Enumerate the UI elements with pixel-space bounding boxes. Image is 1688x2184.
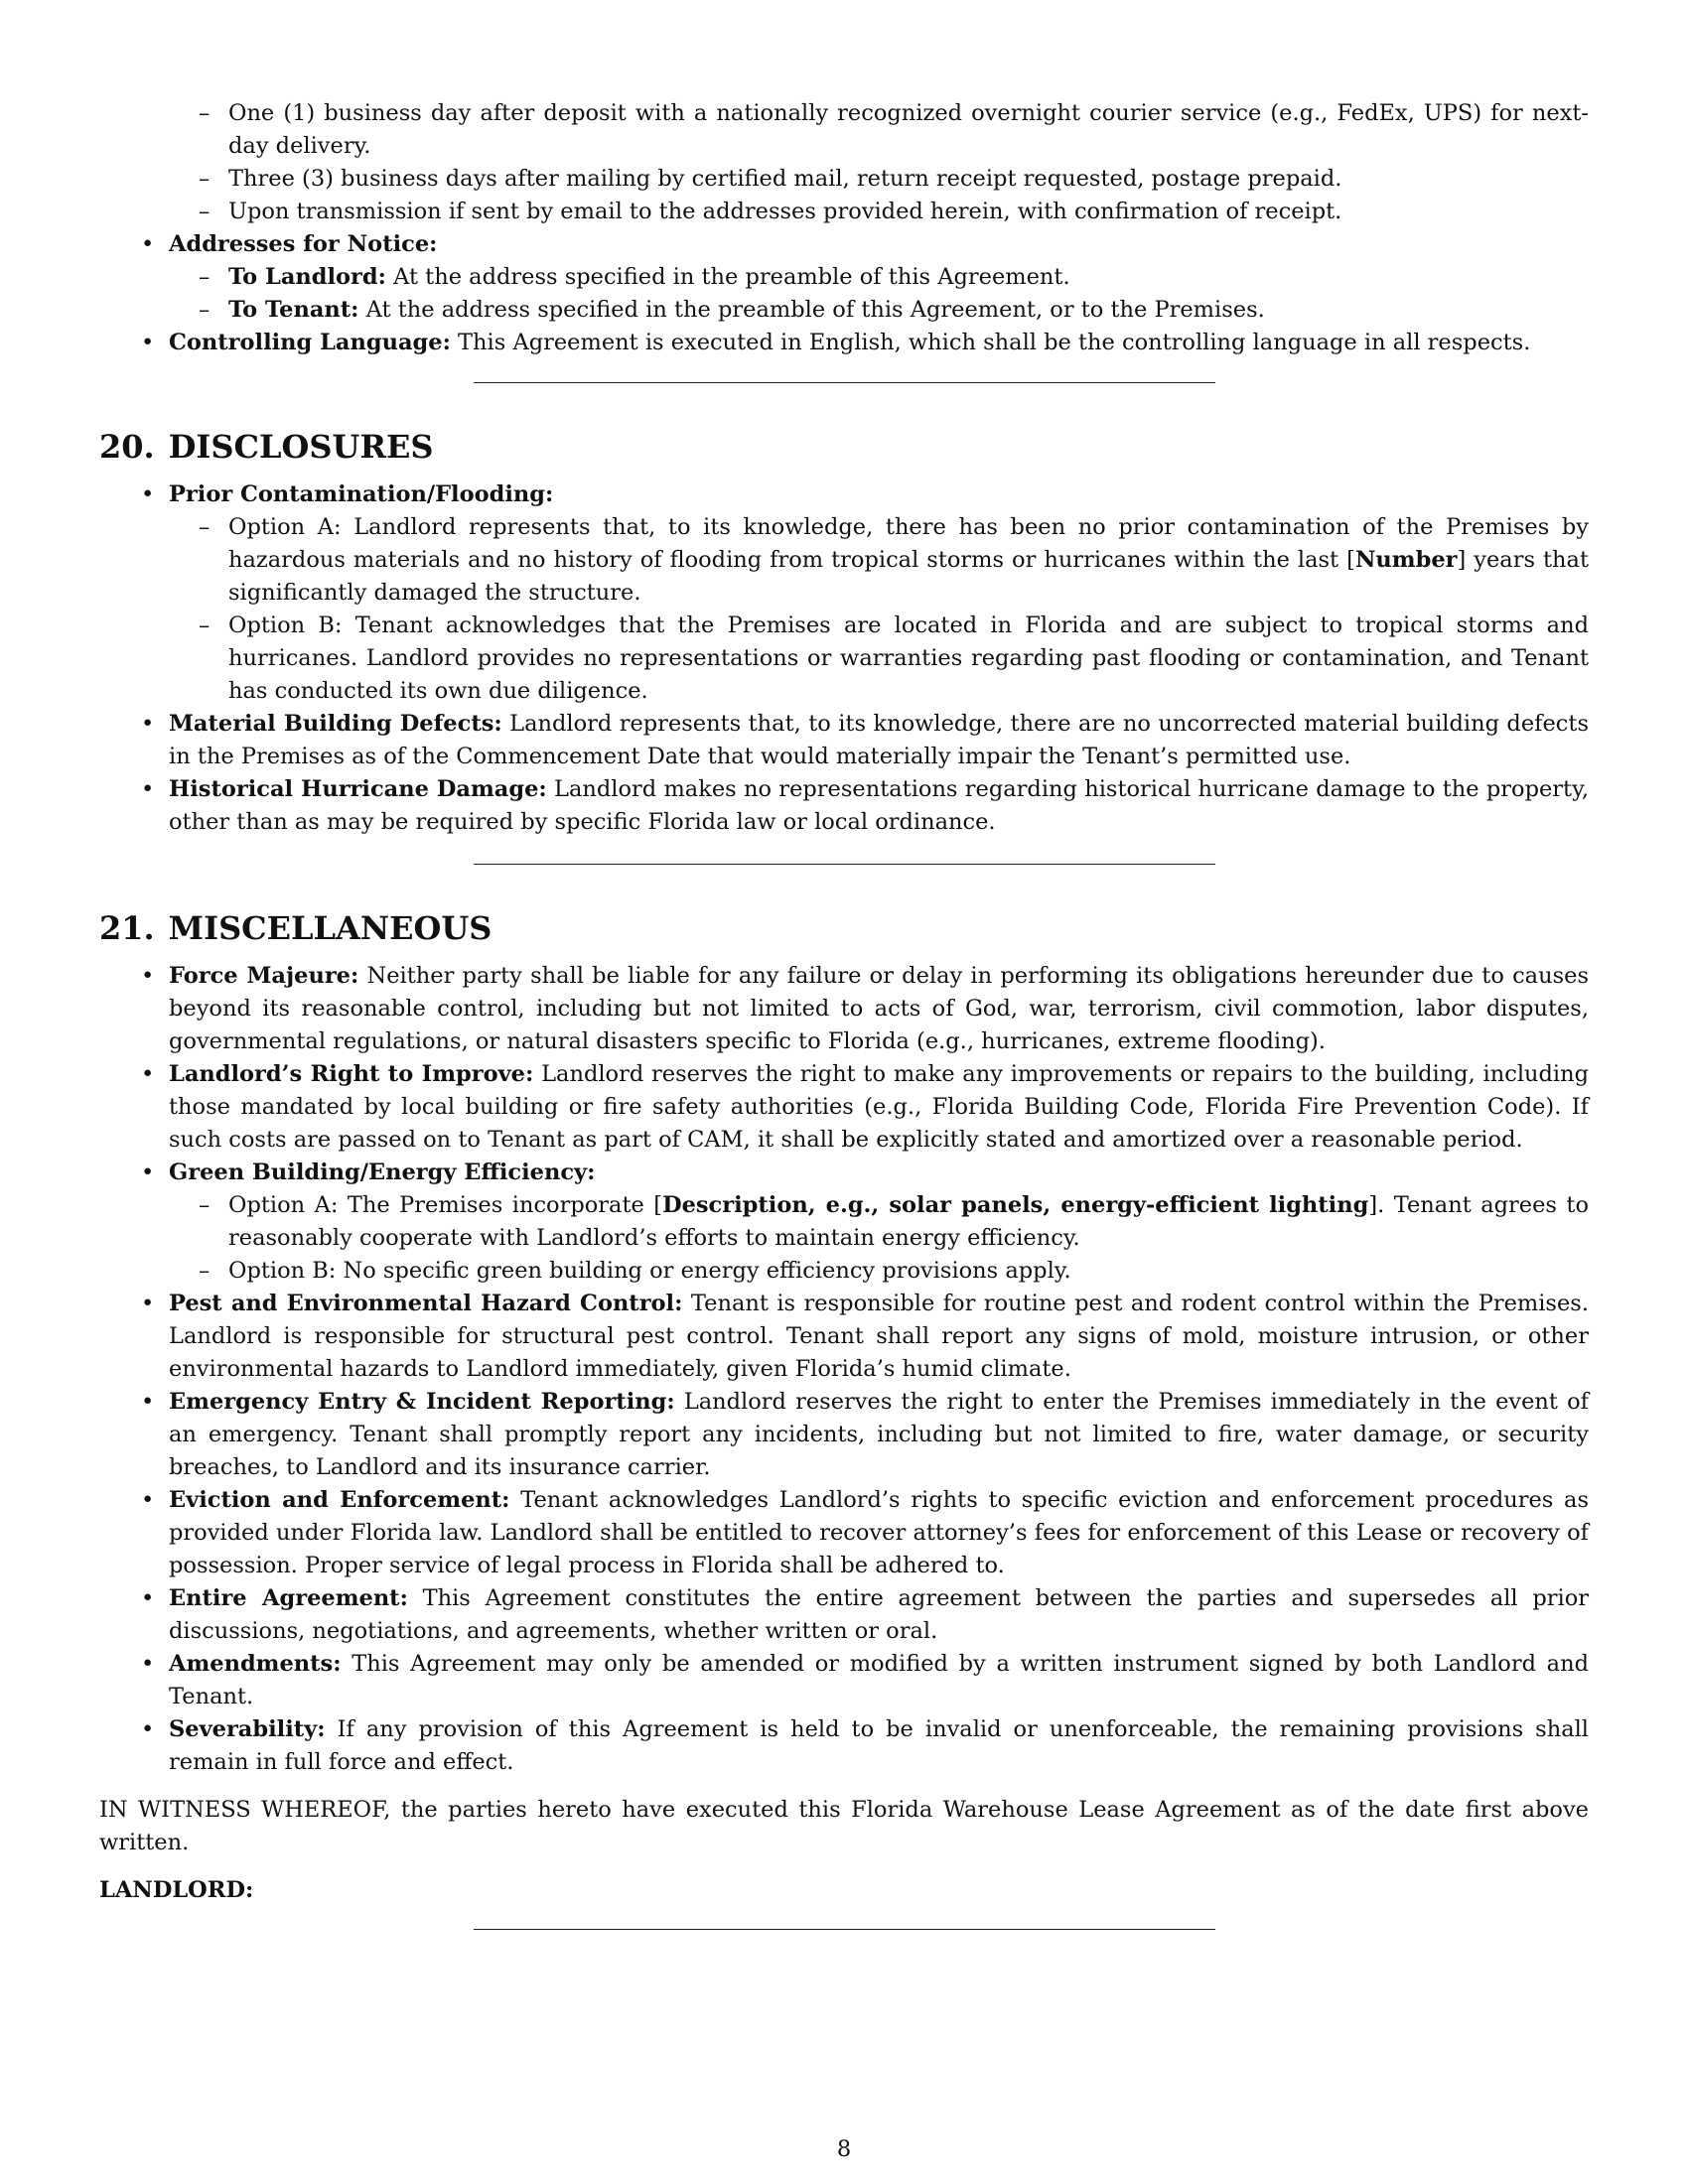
address-tenant-label: To Tenant:: [228, 297, 359, 323]
green-option-a-text-end: ]. Tenant agrees to reasonably cooperate with Landlord’s efforts to maintain energy efficiency.: [228, 1192, 1589, 1251]
landlord-heading-text: LANDLORD:: [99, 1877, 254, 1903]
landlord-signature-heading: [99, 1874, 1589, 1907]
prior-contamination-label: Prior Contamination/Flooding:: [169, 481, 554, 507]
amendments-label: Amendments:: [169, 1651, 342, 1677]
controlling-language-text: This Agreement is executed in English, which shall be the controlling language in all respects.: [458, 330, 1531, 355]
section-divider: [474, 864, 1215, 865]
prior-option-a-text: Option A: Landlord represents that, to its knowledge, there has been no prior contamination of the Premises by hazardous materials and no history of flooding from tropical storms or hurricanes within the last [: [228, 514, 1589, 573]
green-building-options: [169, 1189, 1589, 1288]
force-majeure-item: [99, 960, 1589, 1058]
eviction-text: Tenant acknowledges Landlord’s rights to specific eviction and enforcement procedures as provided under Florida law. Landlord shall be entitled to recover attorney’s fees for enforcement of this Lease or recovery of possession. Proper service of legal process in Florida shall be adhered to.: [169, 1487, 1590, 1578]
notice-method-email: – Upon transmission if sent by email to the addresses provided herein, with confirmation of receipt.: [169, 196, 1589, 228]
prior-option-a: [169, 511, 1589, 610]
notice-method-courier: – One (1) business day after deposit with a nationally recognized overnight courier service (e.g., FedEx, UPS) for next-day delivery.: [169, 97, 1589, 163]
right-to-improve-text: Landlord reserves the right to make any improvements or repairs to the building, including those mandated by local building or fire safety authorities (e.g., Florida Building Code, Florida Fire Prevention Code). If such costs are passed on to Tenant as part of CAM, it shall be explicitly stated and amortized over a reasonable period.: [169, 1061, 1589, 1153]
address-landlord-label: To Landlord:: [228, 264, 386, 290]
disclosures-list: [99, 478, 1589, 839]
addresses-label: Addresses for Notice:: [169, 231, 438, 257]
miscellaneous-list: [99, 960, 1589, 1779]
green-building-label: Green Building/Energy Efficiency:: [169, 1160, 596, 1185]
document-page: [99, 97, 1589, 1930]
amendments-text: This Agreement may only be amended or modified by a written instrument signed by both Landlord and Tenant.: [169, 1651, 1589, 1709]
emergency-entry-text: Landlord reserves the right to enter the Premises immediately in the event of an emergency. Tenant shall promptly report any incidents, including but not limited to fire, water damage, or security breaches, to Landlord and its insurance carrier.: [169, 1389, 1589, 1480]
hurricane-damage-text: Landlord makes no representations regarding historical hurricane damage to the property, other than as may be required by specific Florida law or local ordinance.: [169, 776, 1589, 835]
prior-contamination-options: [169, 511, 1589, 708]
green-option-a-placeholder: Description, e.g., solar panels, energy-efficient lighting: [662, 1192, 1369, 1218]
controlling-language-item: [99, 327, 1589, 359]
address-landlord-text: At the address specified in the preamble of this Agreement.: [393, 264, 1070, 290]
notice-list: [99, 97, 1589, 359]
section-21-heading: [99, 908, 1589, 948]
pest-control-item: [99, 1288, 1589, 1386]
material-defects-label: Material Building Defects:: [169, 711, 502, 737]
eviction-item: [99, 1484, 1589, 1582]
eviction-label: Eviction and Enforcement:: [169, 1487, 510, 1513]
emergency-entry-item: [99, 1386, 1589, 1484]
amendments-item: [99, 1648, 1589, 1713]
prior-option-a-placeholder: Number: [1354, 547, 1458, 573]
prior-contamination-item: [99, 478, 1589, 708]
right-to-improve-label: Landlord’s Right to Improve:: [169, 1061, 534, 1087]
notice-methods-item: [99, 97, 1589, 228]
prior-option-a-text-end: ] years that significantly damaged the structure.: [228, 547, 1589, 606]
page-number: 8: [836, 2136, 852, 2162]
section-20-heading: [99, 427, 1589, 467]
pest-control-label: Pest and Environmental Hazard Control:: [169, 1291, 683, 1316]
green-building-item: [99, 1157, 1589, 1288]
force-majeure-text: Neither party shall be liable for any failure or delay in performing its obligations hereunder due to causes beyond its reasonable control, including but not limited to acts of God, war, terrorism, civil commotion, labor disputes, governmental regulations, or natural disasters specific to Florida (e.g., hurricanes, extreme flooding).: [169, 963, 1589, 1054]
emergency-entry-label: Emergency Entry & Incident Reporting:: [169, 1389, 675, 1415]
section-20-title: DISCLOSURES: [168, 428, 434, 466]
green-option-a: [169, 1189, 1589, 1255]
address-landlord: [169, 261, 1589, 294]
address-tenant: [169, 294, 1589, 327]
entire-agreement-label: Entire Agreement:: [169, 1585, 408, 1611]
section-21-number: 21.: [99, 909, 155, 947]
hurricane-damage-item: [99, 773, 1589, 839]
addresses-item: [99, 228, 1589, 327]
notice-methods-sublist: [169, 97, 1589, 228]
green-option-b: – Option B: No specific green building or energy efficiency provisions apply.: [169, 1255, 1589, 1288]
right-to-improve-item: [99, 1058, 1589, 1157]
material-defects-item: [99, 708, 1589, 773]
pest-control-text: Tenant is responsible for routine pest and rodent control within the Premises. Landlord is responsible for structural pest control. Tenant shall report any signs of mold, moisture intrusion, or other environmental hazards to Landlord immediately, given Florida’s humid climate.: [169, 1291, 1589, 1382]
force-majeure-label: Force Majeure:: [169, 963, 359, 989]
severability-item: [99, 1713, 1589, 1779]
hurricane-damage-label: Historical Hurricane Damage:: [169, 776, 547, 802]
section-20-number: 20.: [99, 428, 155, 466]
notice-method-certified-mail: – Three (3) business days after mailing by certified mail, return receipt requested, postage prepaid.: [169, 163, 1589, 196]
severability-text: If any provision of this Agreement is held to be invalid or unenforceable, the remaining provisions shall remain in full force and effect.: [169, 1716, 1589, 1775]
green-option-a-text: Option A: The Premises incorporate [: [228, 1192, 663, 1218]
addresses-sublist: [169, 261, 1589, 327]
controlling-language-label: Controlling Language:: [169, 330, 451, 355]
section-21-title: MISCELLANEOUS: [168, 909, 492, 947]
witness-paragraph: IN WITNESS WHEREOF, the parties hereto have executed this Florida Warehouse Lease Agreement as of the date first above written.: [99, 1797, 1589, 1855]
entire-agreement-item: [99, 1582, 1589, 1648]
signature-line: [474, 1929, 1215, 1930]
address-tenant-text: At the address specified in the preamble of this Agreement, or to the Premises.: [365, 297, 1265, 323]
entire-agreement-text: This Agreement constitutes the entire agreement between the parties and supersedes all prior discussions, negotiations, and agreements, whether written or oral.: [169, 1585, 1589, 1644]
section-divider: [474, 382, 1215, 383]
material-defects-text: Landlord represents that, to its knowledge, there are no uncorrected material building defects in the Premises as of the Commencement Date that would materially impair the Tenant’s permitted use.: [169, 711, 1589, 769]
severability-label: Severability:: [169, 1716, 326, 1742]
prior-option-b: – Option B: Tenant acknowledges that the Premises are located in Florida and are subject to tropical storms and hurricanes. Landlord provides no representations or warranties regarding past flooding or contamination, and Tenant has conducted its own due diligence.: [169, 610, 1589, 708]
